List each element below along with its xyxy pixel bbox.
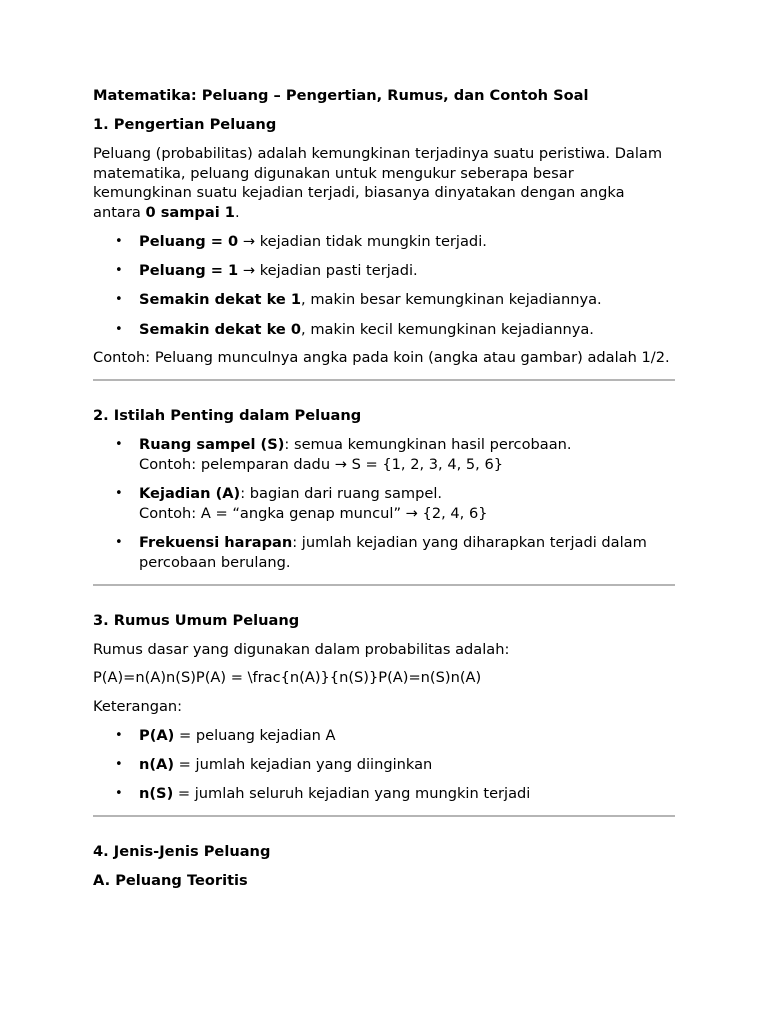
- intro-text-end: .: [234, 204, 240, 222]
- formula-text: P(A)=n(A)n(S)P(A) = \frac{n(A)}{n(S)}P(A)=n(S)n(A): [93, 669, 482, 687]
- section-heading-jenis: 4. Jenis-Jenis Peluang: [93, 842, 271, 860]
- list-item-text: , makin besar kemungkinan kejadiannya.: [301, 291, 602, 309]
- bullet-list-peluang-values: [93, 232, 675, 340]
- section-divider: [93, 584, 675, 586]
- list-item-bold: n(S): [139, 785, 174, 803]
- section-intro-paragraph: [93, 144, 675, 223]
- example-paragraph: Contoh: Peluang munculnya angka pada koin (angka atau gambar) adalah 1/2.: [93, 349, 670, 367]
- section-divider: [93, 379, 675, 381]
- list-item-bold: n(A): [139, 755, 175, 773]
- list-item: [139, 726, 675, 746]
- list-item-bold: Peluang = 0: [139, 232, 239, 250]
- list-item-text: → kejadian tidak mungkin terjadi.: [238, 232, 487, 250]
- bullet-list-istilah: [93, 435, 675, 572]
- list-item-bold: Semakin dekat ke 0: [139, 320, 302, 338]
- intro-text: Peluang (probabilitas) adalah kemungkinan terjadinya suatu peristiwa. Dalam matematika, peluang digunakan untuk mengukur seberapa besar kemungkinan suatu kejadian terjadi, biasanya dinyatakan dengan angka antara: [93, 145, 663, 222]
- list-item-text: = jumlah kejadian yang diinginkan: [174, 755, 433, 773]
- list-item-bold: Peluang = 1: [139, 262, 239, 280]
- list-item: [139, 232, 675, 252]
- list-item: [139, 533, 675, 572]
- list-item-text: : semua kemungkinan hasil percobaan.: [284, 436, 572, 454]
- intro-bold-range: 0 sampai 1: [145, 204, 235, 222]
- list-item: [139, 435, 675, 474]
- list-item-text: → kejadian pasti terjadi.: [238, 262, 418, 280]
- list-item-text: : jumlah kejadian yang diharapkan terjadi dalam percobaan berulang.: [139, 534, 647, 571]
- list-item-example: Contoh: pelemparan dadu → S = {1, 2, 3, 4, 5, 6}: [139, 455, 504, 473]
- rumus-intro: Rumus dasar yang digunakan dalam probabilitas adalah:: [93, 640, 510, 658]
- document-content: [93, 86, 675, 900]
- list-item-bold: Semakin dekat ke 1: [139, 291, 302, 309]
- list-item-text: : bagian dari ruang sampel.: [240, 485, 443, 503]
- notes-label: Keterangan:: [93, 697, 183, 715]
- subsection-heading-teoritis: A. Peluang Teoritis: [93, 871, 248, 889]
- section-heading-istilah: 2. Istilah Penting dalam Peluang: [93, 407, 362, 425]
- list-item: [139, 755, 675, 775]
- list-item: [139, 484, 675, 523]
- list-item: [139, 261, 675, 281]
- list-item: [139, 320, 675, 340]
- list-item-example: Contoh: A = “angka genap muncul” → {2, 4, 6}: [139, 504, 488, 522]
- page-title: Matematika: Peluang – Pengertian, Rumus, dan Contoh Soal: [93, 87, 589, 104]
- bullet-list-keterangan: [93, 726, 675, 804]
- section-divider: [93, 815, 675, 817]
- list-item-bold: Kejadian (A): [139, 485, 241, 503]
- section-heading-pengertian: 1. Pengertian Peluang: [93, 116, 277, 133]
- list-item: [139, 290, 675, 310]
- list-item-bold: P(A): [139, 726, 175, 744]
- list-item-bold: Frekuensi harapan: [139, 534, 293, 552]
- list-item-bold: Ruang sampel (S): [139, 436, 285, 454]
- section-heading-rumus: 3. Rumus Umum Peluang: [93, 611, 300, 629]
- list-item-text: = peluang kejadian A: [174, 726, 336, 744]
- list-item-text: = jumlah seluruh kejadian yang mungkin terjadi: [173, 785, 531, 803]
- list-item-text: , makin kecil kemungkinan kejadiannya.: [301, 320, 594, 338]
- list-item: [139, 784, 675, 804]
